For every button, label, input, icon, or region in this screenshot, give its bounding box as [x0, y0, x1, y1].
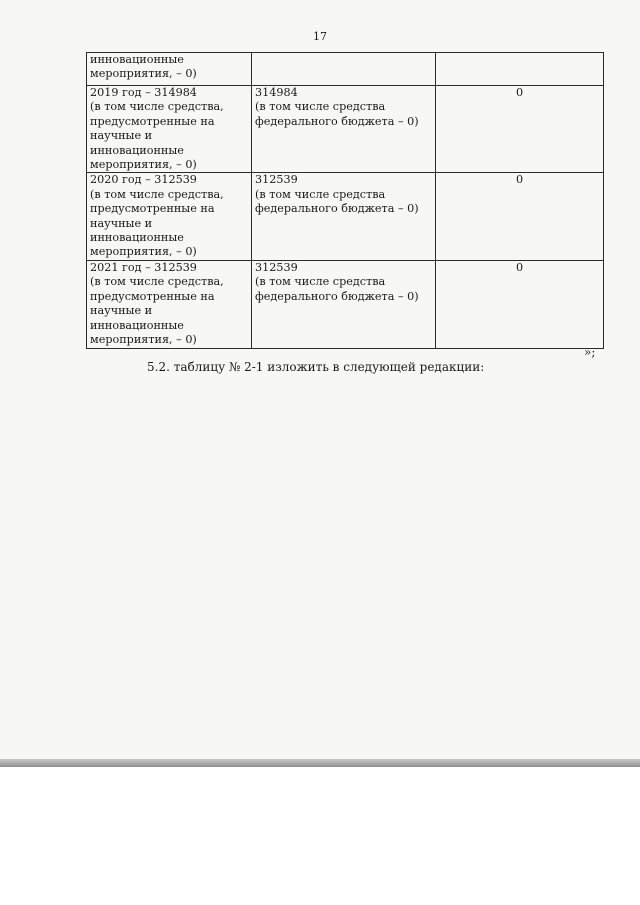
table-cell-amount — [252, 53, 436, 86]
cell-line: мероприятия, – 0) — [90, 245, 197, 259]
cell-line: предусмотренные на — [90, 289, 215, 303]
cell-line: федерального бюджета – 0) — [255, 289, 419, 303]
cell-line: (в том числе средства, — [90, 275, 224, 289]
cell-line: (в том числе средства, — [90, 187, 224, 201]
table-cell-period — [87, 260, 252, 348]
table-cell-other: 0 — [436, 260, 604, 348]
table-row — [87, 53, 604, 86]
cell-line: федерального бюджета – 0) — [255, 114, 419, 128]
cell-line: предусмотренные на — [90, 114, 215, 128]
table-cell-other — [436, 53, 604, 86]
table-cell-amount — [252, 173, 436, 260]
page-number: 17 — [313, 30, 327, 43]
table-cell-other: 0 — [436, 86, 604, 173]
cell-line: (в том числе средства, — [90, 100, 224, 114]
closing-quote: »; — [584, 345, 596, 359]
cell-line: мероприятия, – 0) — [90, 332, 197, 346]
cell-line: научные и — [90, 304, 153, 318]
page-bottom-edge — [0, 759, 640, 767]
cell-line: инновационные — [90, 53, 184, 66]
cell-line: инновационные — [90, 318, 184, 332]
table-row — [87, 86, 604, 173]
table-cell-period — [87, 53, 252, 86]
cell-line: 312539 — [255, 173, 298, 187]
cell-line: предусмотренные на — [90, 202, 215, 216]
cell-line: федерального бюджета – 0) — [255, 202, 419, 216]
cell-line: мероприятия, – 0) — [90, 158, 197, 172]
cell-line: 2020 год – 312539 — [90, 173, 197, 187]
cell-line: 314984 — [255, 86, 298, 99]
cell-line: научные и — [90, 129, 153, 143]
table-cell-amount — [252, 86, 436, 173]
table-cell-period — [87, 86, 252, 173]
cell-line: 2019 год – 314984 — [90, 86, 197, 99]
table-row — [87, 173, 604, 260]
cell-line: мероприятия, – 0) — [90, 67, 197, 81]
funding-table — [86, 52, 604, 349]
cell-line: (в том числе средства — [255, 275, 386, 289]
cell-line: инновационные — [90, 143, 184, 157]
table-cell-amount — [252, 260, 436, 348]
cell-line: инновационные — [90, 231, 184, 245]
instruction-paragraph: 5.2. таблицу № 2-1 изложить в следующей редакции: — [147, 360, 485, 374]
table-cell-other: 0 — [436, 173, 604, 260]
cell-line: (в том числе средства — [255, 100, 386, 114]
table-cell-period — [87, 173, 252, 260]
cell-line: 2021 год – 312539 — [90, 260, 197, 274]
cell-line: научные и — [90, 216, 153, 230]
cell-line: 312539 — [255, 260, 298, 274]
cell-line: (в том числе средства — [255, 187, 386, 201]
table-row — [87, 260, 604, 348]
